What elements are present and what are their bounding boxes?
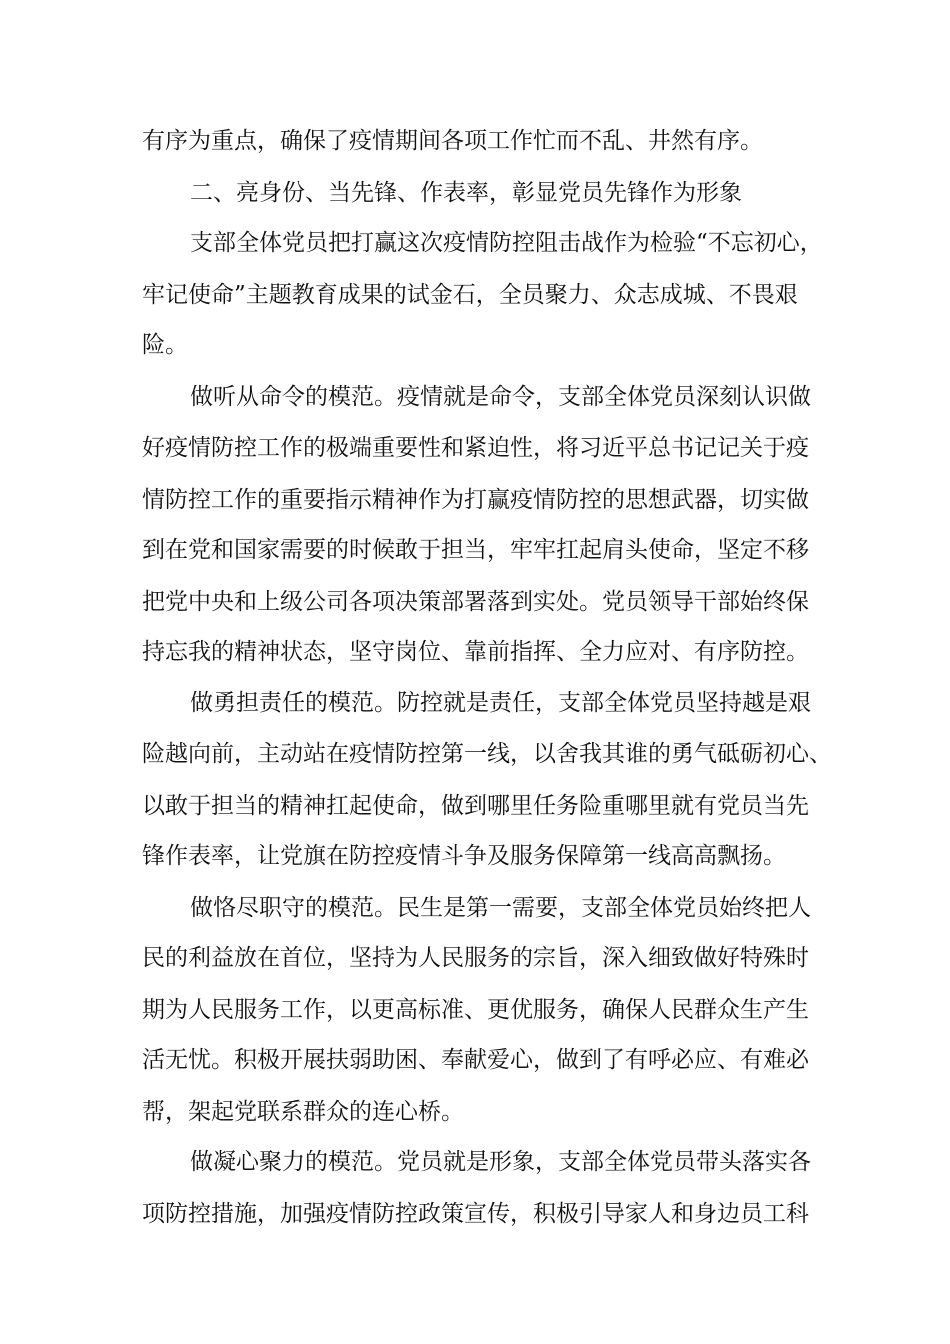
text-line: 支部全体党员把打赢这次疫情防控阻击战作为检验“不忘初心， (190, 230, 823, 256)
text-line: 项防控措施，加强疫情防控政策宣传，积极引导家人和身边员工科 (142, 1201, 809, 1227)
text-line: 情防控工作的重要指示精神作为打赢疫情防控的思想武器，切实做 (142, 487, 809, 513)
text-line: 做凝心聚力的模范。党员就是形象，支部全体党员带头落实各 (190, 1149, 811, 1175)
text-line: 好疫情防控工作的极端重要性和紧迫性，将习近平总书记记关于疫 (142, 435, 809, 461)
text-line: 做听从命令的模范。疫情就是命令，支部全体党员深刻认识做 (190, 384, 811, 410)
text-line: 做恪尽职守的模范。民生是第一需要，支部全体党员始终把人 (190, 895, 811, 921)
text-line: 民的利益放在首位，坚持为人民服务的宗旨，深入细致做好特殊时 (142, 945, 809, 971)
text-line: 牢记使命”主题教育成果的试金石，全员聚力、众志成城、不畏艰 (142, 282, 798, 308)
text-line: 到在党和国家需要的时候敢于担当，牢牢扛起肩头使命，坚定不移 (142, 537, 809, 563)
text-line: 期为人民服务工作，以更高标准、更优服务，确保人民群众生产生 (142, 997, 809, 1023)
text-line: 有序为重点，确保了疫情期间各项工作忙而不乱、井然有序。 (142, 128, 763, 154)
text-line: 活无忧。积极开展扶弱助困、奉献爱心，做到了有呼必应、有难必 (142, 1047, 809, 1073)
text-line: 帮，架起党联系群众的连心桥。 (142, 1099, 464, 1125)
text-line: 锋作表率，让党旗在防控疫情斗争及服务保障第一线高高飘扬。 (142, 843, 786, 869)
text-line: 险。 (142, 332, 188, 358)
text-line: 把党中央和上级公司各项决策部署落到实处。党员领导干部始终保 (142, 589, 809, 615)
text-line: 险越向前，主动站在疫情防控第一线，以舍我其谁的勇气砥砺初心、 (142, 741, 832, 767)
text-line: 做勇担责任的模范。防控就是责任，支部全体党员坚持越是艰 (190, 690, 811, 716)
text-line: 持忘我的精神状态，坚守岗位、靠前指挥、全力应对、有序防控。 (142, 639, 809, 665)
text-line: 以敢于担当的精神扛起使命，做到哪里任务险重哪里就有党员当先 (142, 793, 809, 819)
section-heading: 二、亮身份、当先锋、作表率，彰显党员先锋作为形象 (190, 180, 742, 206)
